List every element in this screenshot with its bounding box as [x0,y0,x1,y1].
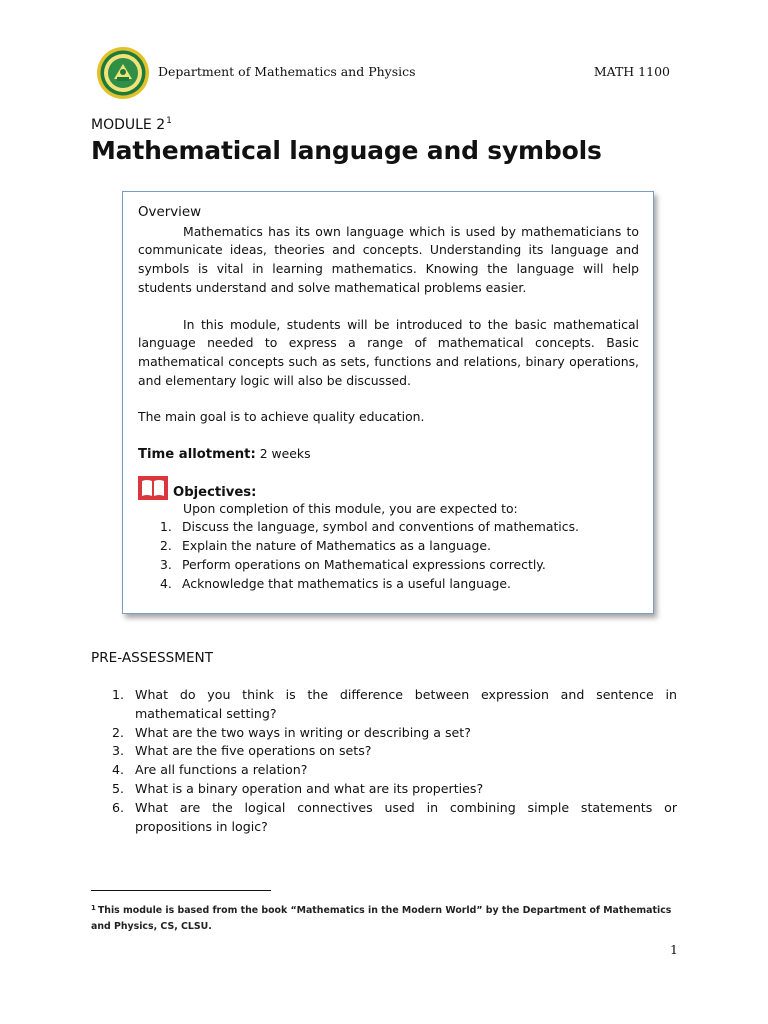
list-item [112,799,677,837]
list-item-text: What do you think is the difference between expression and sentence in mathematical setting? [135,687,677,721]
list-item [160,518,639,537]
list-item-number: 2. [160,538,172,554]
main-goal-text: The main goal is to achieve quality education. [138,409,425,425]
list-item [160,556,639,575]
list-item [112,761,677,780]
module-label [91,116,172,133]
objectives-intro: Upon completion of this module, you are expected to: [183,500,518,516]
module-intro-paragraph [138,316,639,391]
list-item-number: 3. [112,743,125,759]
module-intro-text: In this module, students will be introduced to the basic mathematical language needed to express a range of mathematical concepts. Basic mathematical concepts such as sets, functions and relations, binary operations, and elementary logic will also be discussed. [138,316,639,388]
page-number: 1 [670,942,678,957]
objectives-list [138,518,639,593]
list-item-number: 3. [160,556,172,572]
overview-paragraph [138,223,639,298]
university-seal-icon [96,46,150,100]
list-item-text: What is a binary operation and what are its properties? [135,780,484,796]
list-item [112,742,677,761]
time-allotment [138,445,639,465]
list-item-number: 1. [160,519,172,535]
overview-box [122,191,654,614]
list-item-text: Acknowledge that mathematics is a useful language. [182,575,511,591]
footnote-text: This module is based from the book “Mathematics in the Modern World” by the Department of Mathematics and Physics, CS, CLSU. [91,905,672,932]
list-item-number: 4. [160,575,172,591]
course-code: MATH 1100 [593,64,670,79]
list-item [112,724,677,743]
footnote [91,900,681,935]
list-item [160,575,639,594]
list-item [112,780,677,799]
list-item-text: Explain the nature of Mathematics as a language. [182,538,491,554]
department-name: Department of Mathematics and Physics [158,64,416,79]
page-title: Mathematical language and symbols [91,136,602,165]
time-allotment-value: 2 weeks [259,446,311,462]
time-allotment-label: Time allotment: [138,447,256,463]
list-item-text: What are the five operations on sets? [135,743,372,759]
pre-assessment-list [112,686,677,836]
list-item-text: Discuss the language, symbol and conventions of mathematics. [182,519,579,535]
footnote-divider [91,890,271,891]
footnote-marker: 1 [91,904,96,912]
list-item-number: 6. [112,799,125,815]
list-item-number: 1. [112,687,125,702]
pre-assessment-title: PRE-ASSESSMENT [91,650,214,666]
list-item-text: Perform operations on Mathematical expressions correctly. [182,556,546,572]
open-book-icon [138,476,168,500]
list-item-text: Are all functions a relation? [135,762,308,778]
list-item [112,686,677,724]
list-item [160,537,639,556]
list-item-number: 5. [112,780,125,796]
list-item-number: 4. [112,762,125,778]
module-label-text: MODULE 2 [91,117,166,133]
list-item-number: 2. [112,724,125,740]
footnote-reference[interactable]: 1 [166,116,172,126]
list-item-text: What are the two ways in writing or describing a set? [135,724,471,740]
list-item-text: What are the logical connectives used in combining simple statements or propositions in logic? [135,799,677,834]
overview-paragraph-text: Mathematics has its own language which is used by mathematicians to communicate ideas, theories and concepts. Understanding its language and symbols is vital in learning mathematics. Knowing the language will help students understand and solve mathematical problems easier. [138,223,639,295]
objectives-label: Objectives: [173,484,257,500]
objectives-header [138,476,639,504]
overview-heading: Overview [138,205,202,220]
